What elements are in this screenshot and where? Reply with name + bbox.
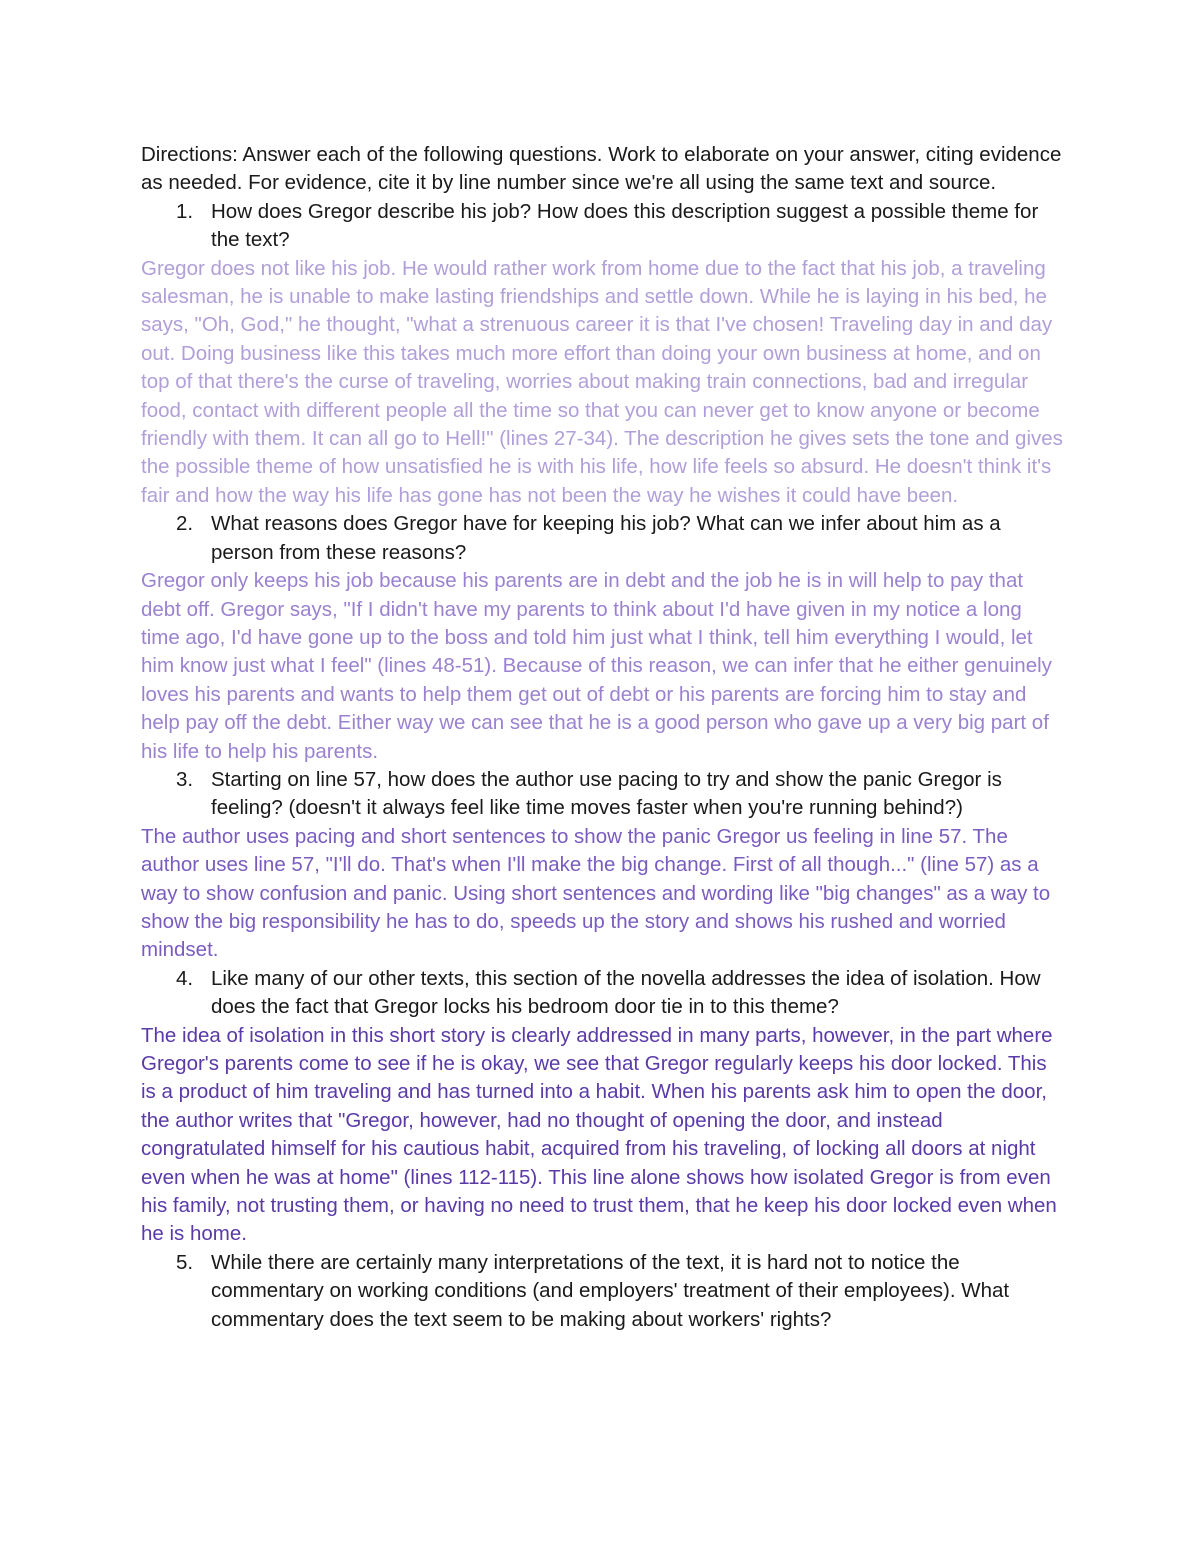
question-number: 5. xyxy=(176,1250,194,1274)
answer-2: Gregor only keeps his job because his parents are in debt and the job he is in will help to pay that debt off. Gregor says, "If I didn't have my parents to think about I'd have given in my notice a long time ago, I'd have gone up to the boss and told him just what I think, tell him everything I would, let him know just what I feel" (lines 48-51). Because of this reason, we can infer that he either genuinely loves his parents and wants to help them get out of debt or his parents are forcing him to stay and help pay off the debt. Either way we can see that he is a good person who gave up a very big part of his life to help his parents. xyxy=(141,569,1052,763)
document-page xyxy=(141,141,1066,1334)
question-number: 2. xyxy=(176,512,194,536)
question-2 xyxy=(141,510,1066,567)
question-text: While there are certainly many interpretations of the text, it is hard not to notice the commentary on working conditions (and employers' treatment of their employees). What commentary does the text seem to be making about workers' rights? xyxy=(211,1250,1010,1331)
answer-1: Gregor does not like his job. He would rather work from home due to the fact that his job, a traveling salesman, he is unable to make lasting friendships and settle down. While he is laying in his bed, he says, "Oh, God," he thought, "what a strenuous career it is that I've chosen! Traveling day in and day out. Doing business like this takes much more effort than doing your own business at home, and on top of that there's the curse of traveling, worries about making train connections, bad and irregular food, contact with different people all the time so that you can never get to know anyone or become friendly with them. It can all go to Hell!" (lines 27-34). The description he gives sets the tone and gives the possible theme of how unsatisfied he is with his life, how life feels so absurd. He doesn't think it's fair and how the way his life has gone has not been the way he wishes it could have been. xyxy=(141,256,1063,507)
answer-4: The idea of isolation in this short story is clearly addressed in many parts, however, in the part where Gregor's parents come to see if he is okay, we see that Gregor regularly keeps his door locked. This is a product of him traveling and has turned into a habit. When his parents ask him to open the door, the author writes that "Gregor, however, had no thought of opening the door, and instead congratulated himself for his cautious habit, acquired from his traveling, of locking all doors at night even when he was at home" (lines 112-115). This line alone shows how isolated Gregor is from even his family, not trusting them, or having no need to trust them, that he keep his door locked even when he is home. xyxy=(141,1023,1057,1246)
question-3 xyxy=(141,766,1066,823)
answer-3: The author uses pacing and short sentences to show the panic Gregor us feeling in line 57. The author uses line 57, "I'll do. That's when I'll make the big change. First of all though..." (line 57) as a way to show confusion and panic. Using short sentences and wording like "big changes" as a way to show the big responsibility he has to do, speeds up the story and shows his rushed and worried mindset. xyxy=(141,824,1051,962)
question-text: What reasons does Gregor have for keeping his job? What can we infer about him as a person from these reasons? xyxy=(211,512,1001,564)
question-text: How does Gregor describe his job? How does this description suggest a possible theme for the text? xyxy=(211,199,1039,252)
question-4 xyxy=(141,965,1066,1022)
question-number: 3. xyxy=(176,767,194,791)
question-number: 1. xyxy=(176,199,194,223)
question-5 xyxy=(141,1249,1066,1334)
question-number: 4. xyxy=(176,966,194,990)
directions-text: Directions: Answer each of the following questions. Work to elaborate on your answer, citing evidence as needed. For evidence, cite it by line number since we're all using the same text and source. xyxy=(141,143,1062,195)
question-1 xyxy=(141,198,1066,255)
question-text: Starting on line 57, how does the author use pacing to try and show the panic Gregor is feeling? (doesn't it always feel like time moves faster when you're running behind?) xyxy=(211,767,1002,820)
question-text: Like many of our other texts, this section of the novella addresses the idea of isolation. How does the fact that Gregor locks his bedroom door tie in to this theme? xyxy=(211,966,1041,1019)
